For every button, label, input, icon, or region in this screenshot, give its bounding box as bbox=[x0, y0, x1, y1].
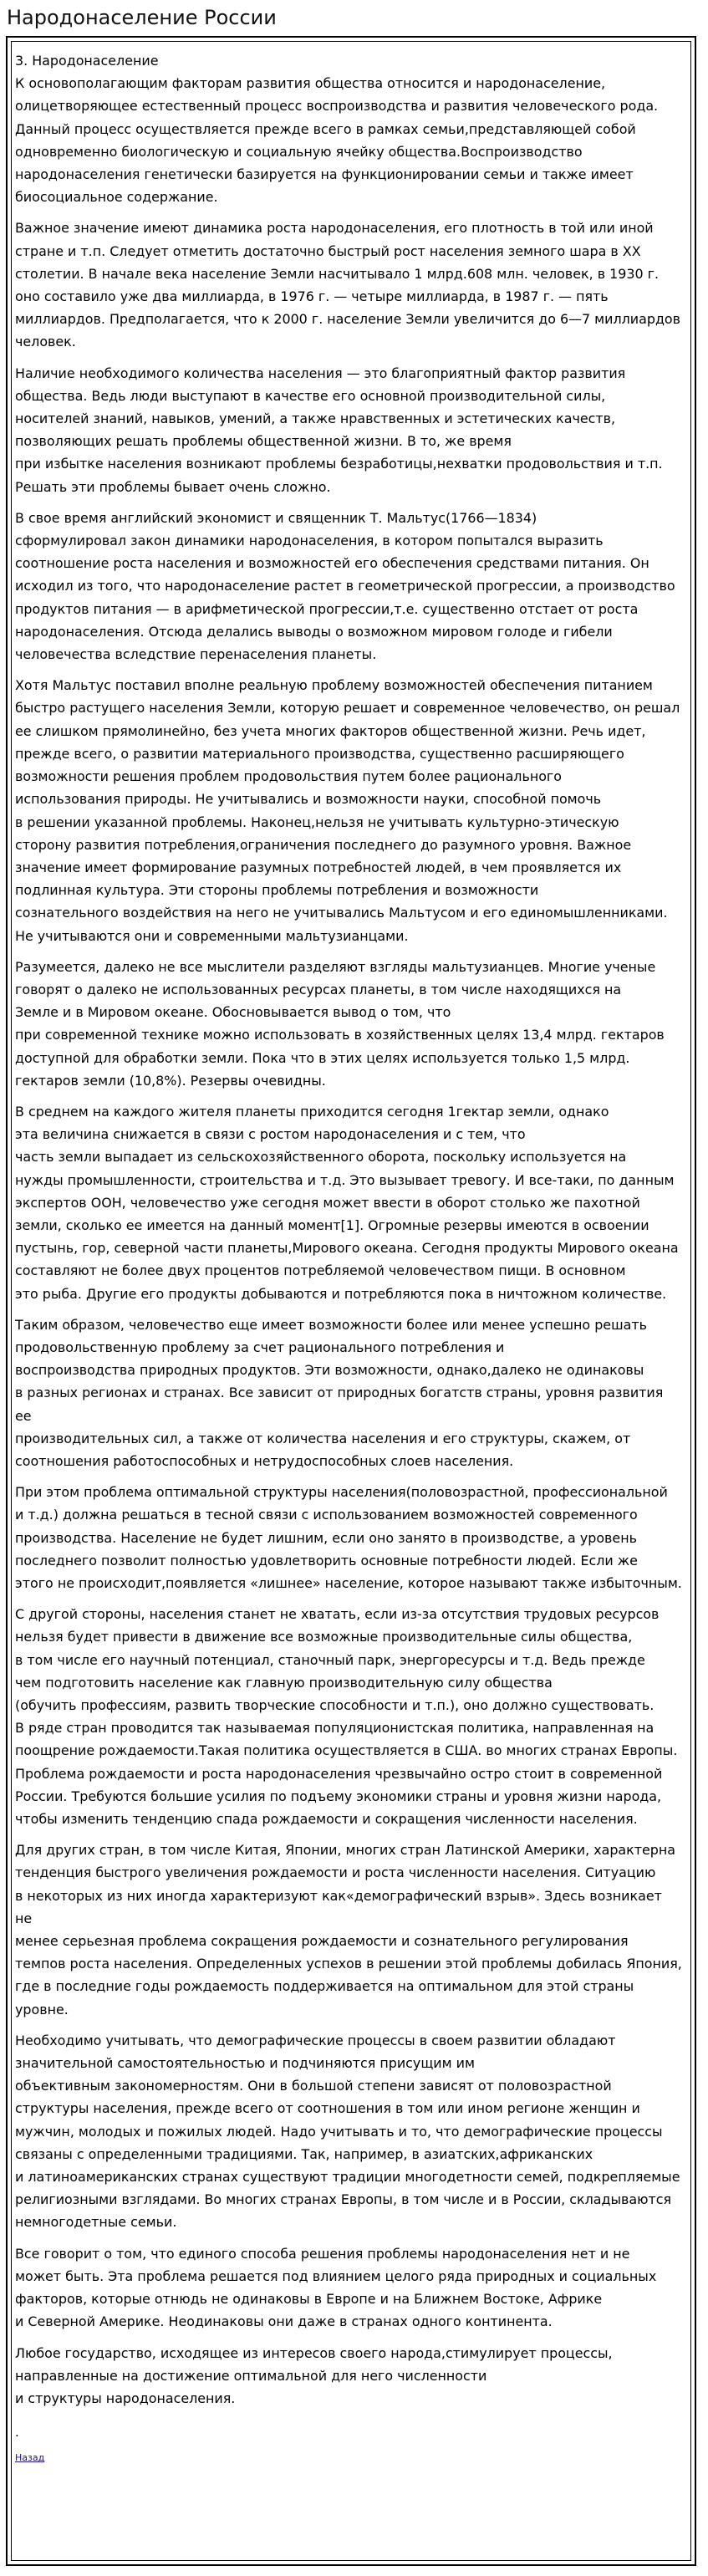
paragraph-5: Хотя Мальтус поставил вполне реальную проблему возможностей обеспечения питанием быстро растущего населения Земли, которую решает и современное человечество, он решал ее слишком прямолинейно, без учета многих факторов общественной жизни. Речь идет, прежде всего, о развитии материального производства, существенно расширяющего возможности решения проблем продовольствия путем более рационального использования природы. Не учитывались и возможности науки, способной помочь в решении указанной проблемы. Наконец,нельзя не учитывать культурно-этическую сторону развития потребления,ограничения последнего до разумного уровня. Важное значение имеет формирование разумных потребностей людей, в чем проявляется их подлинная культура. Эти стороны проблемы потребления и возможности сознательного воздействия на него не учитывались Мальтусом и его единомышленниками. Не учитываются они и современными мальтузианцами. bbox=[15, 677, 680, 944]
page-title: Народонаселение России bbox=[7, 6, 277, 29]
paragraph-7: В среднем на каждого жителя планеты приходится сегодня 1гектар земли, однако эта величина снижается в связи с ростом народонаселения и с тем, что часть земли выпадает из сельскохозяйственного оборота, поскольку используется на нужды промышленности, строительства и т.д. Это вызывает тревогу. И все-таки, по данным экспертов ООН, человечество уже сегодня может ввести в оборот столько же пахотной земли, сколько ее имеется на данный момент[1]. Огромные резервы имеются в освоении пустынь, гор, северной части планеты,Мирового океана. Сегодня продукты Мирового океана составляют не более двух процентов потребляемой человечеством пищи. В основном это рыба. Другие его продукты добываются и потребляются пока в ничтожном количестве. bbox=[15, 1103, 679, 1302]
paragraph-3: Наличие необходимого количества населения — это благоприятный фактор развития общества. Ведь люди выступают в качестве его основной производительной силы, носителей знаний, навыков, умений, а также нравственных и эстетических качеств, позволяющих решать проблемы общественной жизни. В то, же время при избытке населения возникают проблемы безработицы,нехватки продовольствия и т.п. Решать эти проблемы бывает очень сложно. bbox=[15, 365, 663, 495]
paragraph-14: Любое государство, исходящее из интересов своего народа,стимулирует процессы, направленные на достижение оптимальной для него численности и структуры народонаселения. bbox=[15, 2344, 613, 2406]
paragraph-12: Необходимо учитывать, что демографические процессы в своем развитии обладают значительной самостоятельностью и подчиняются присущим им объективным закономерностям. Они в большой степени зависят от половозрастной структуры населения, прежде всего от соотношения в том или ином регионе женщин и мужчин, молодых и пожилых людей. Надо учитывать и то, что демографические процессы связаны с определенными традициями. Так, например, в азиатских,африканских и латиноамериканских странах существуют традиции многодетности семей, подкрепляемые религиозными взглядами. Во многих странах Европы, в том числе и в России, складываются немногодетные семьи. bbox=[15, 2032, 680, 2231]
paragraph-9: При этом проблема оптимальной структуры населения(половозрастной, профессиональной и т.д.) должна решаться в тесной связи с использованием возможностей современного производства. Население не будет лишним, если оно занято в производстве, а уровень последнего позволит полностью удовлетворить основные потребности людей. Если же этого не происходит,появляется «лишнее» население, которое называют также избыточным. bbox=[15, 1484, 682, 1591]
paragraph-6: Разумеется, далеко не все мыслители разделяют взгляды мальтузианцев. Многие ученые говорят о далеко не использованных ресурсах планеты, в том числе находящихся на Земле и в Мировом океане. Обосновывается вывод о том, что при современной технике можно использовать в хозяйственных целях 13,4 млрд. гектаров доступной для обработки земли. Пока что в этих целях используется только 1,5 млрд. гектаров земли (10,8%). Резервы очевидны. bbox=[15, 958, 665, 1089]
paragraph-1: 3. Народонаселение К основополагающим факторам развития общества относится и народонаселение, олицетворяющее естественный процесс воспроизводства и развития человеческого рода. Данный процесс осуществляется прежде всего в рамках семьи,представляющей собой одновременно биологическую и социальную ячейку общества.Воспроизводство народонаселения генетически базируется на функционировании семьи и также имеет биосоциальное содержание. bbox=[15, 53, 659, 206]
back-link[interactable]: Назад bbox=[15, 2452, 45, 2464]
document-frame bbox=[6, 36, 696, 2566]
paragraph-2: Важное значение имеют динамика роста народонаселения, его плотность в той или иной стране и т.п. Следует отметить достаточно быстрый рост населения земного шара в XX столетии. В начале века население Земли насчитывало 1 млрд.608 млн. человек, в 1930 г. оно составило уже два миллиарда, в 1976 г. — четыре миллиарда, в 1987 г. — пять миллиардов. Предполагается, что к 2000 г. население Земли увеличится до 6—7 миллиардов человек. bbox=[15, 220, 681, 350]
paragraph-8: Таким образом, человечество еще имеет возможности более или менее успешно решать продовольственную проблему за счет рационального потребления и воспроизводства природных продуктов. Эти возможности, однако,далеко не одинаковы в разных регионах и странах. Все зависит от природных богатств страны, уровня развития ее производительных сил, а также от количества населения и его структуры, скажем, от соотношения работоспособных и нетрудоспособных слоев населения. bbox=[15, 1316, 664, 1469]
paragraph-10: С другой стороны, населения станет не хватать, если из-за отсутствия трудовых ресурсов нельзя будет привести в движение все возможные производительные силы общества, в том числе его научный потенциал, станочный парк, энергоресурсы и т.д. Ведь прежде чем подготовить население как главную производительную силу общества (обучить профессиям, развить творческие способности и т.п.), оно должно существовать. В ряде стран проводится так называемая популяционистская политика, направленная на поощрение рождаемости.Такая политика осуществляется в США. во многих странах Европы. Проблема рождаемости и роста народонаселения чрезвычайно остро стоит в современной России. Требуются большие усилия по подъему экономики страны и уровня жизни народа, чтобы изменить тенденцию спада рождаемости и сокращения численности населения. bbox=[15, 1606, 678, 1828]
document-content bbox=[11, 41, 691, 2561]
paragraph-11: Для других стран, в том числе Китая, Японии, многих стран Латинской Америки, характерна тенденция быстрого увеличения рождаемости и роста численности населения. Ситуацию в некоторых из них иногда характеризуют как«демографический взрыв». Здесь возникает не менее серьезная проблема сокращения рождаемости и сознательного регулирования темпов роста населения. Определенных успехов в решении этой проблемы добилась Япония, где в последние годы рождаемость поддерживается на оптимальном для этой страны уровне. bbox=[15, 1842, 682, 2017]
paragraph-13: Все говорит о том, что единого способа решения проблемы народонаселения нет и не может быть. Эта проблема решается под влиянием целого ряда природных и социальных факторов, которые отнюдь не одинаковы в Европе и на Ближнем Востоке, Африке и Северной Америке. Неодинаковы они даже в странах одного континента. bbox=[15, 2245, 657, 2330]
paragraph-4: В свое время английский экономист и священник Т. Мальтус(1766—1834) сформулировал закон динамики народонаселения, в котором попытался выразить соотношение роста населения и возможностей его обеспечения средствами питания. Он исходил из того, что народонаселение растет в геометрической прогрессии, а производство продуктов питания — в арифметической прогрессии,т.е. существенно отстает от роста народонаселения. Отсюда делались выводы о возможном мировом голоде и гибели человечества вследствие перенаселения планеты. bbox=[15, 509, 675, 663]
trailing-dot: . bbox=[15, 2425, 19, 2441]
